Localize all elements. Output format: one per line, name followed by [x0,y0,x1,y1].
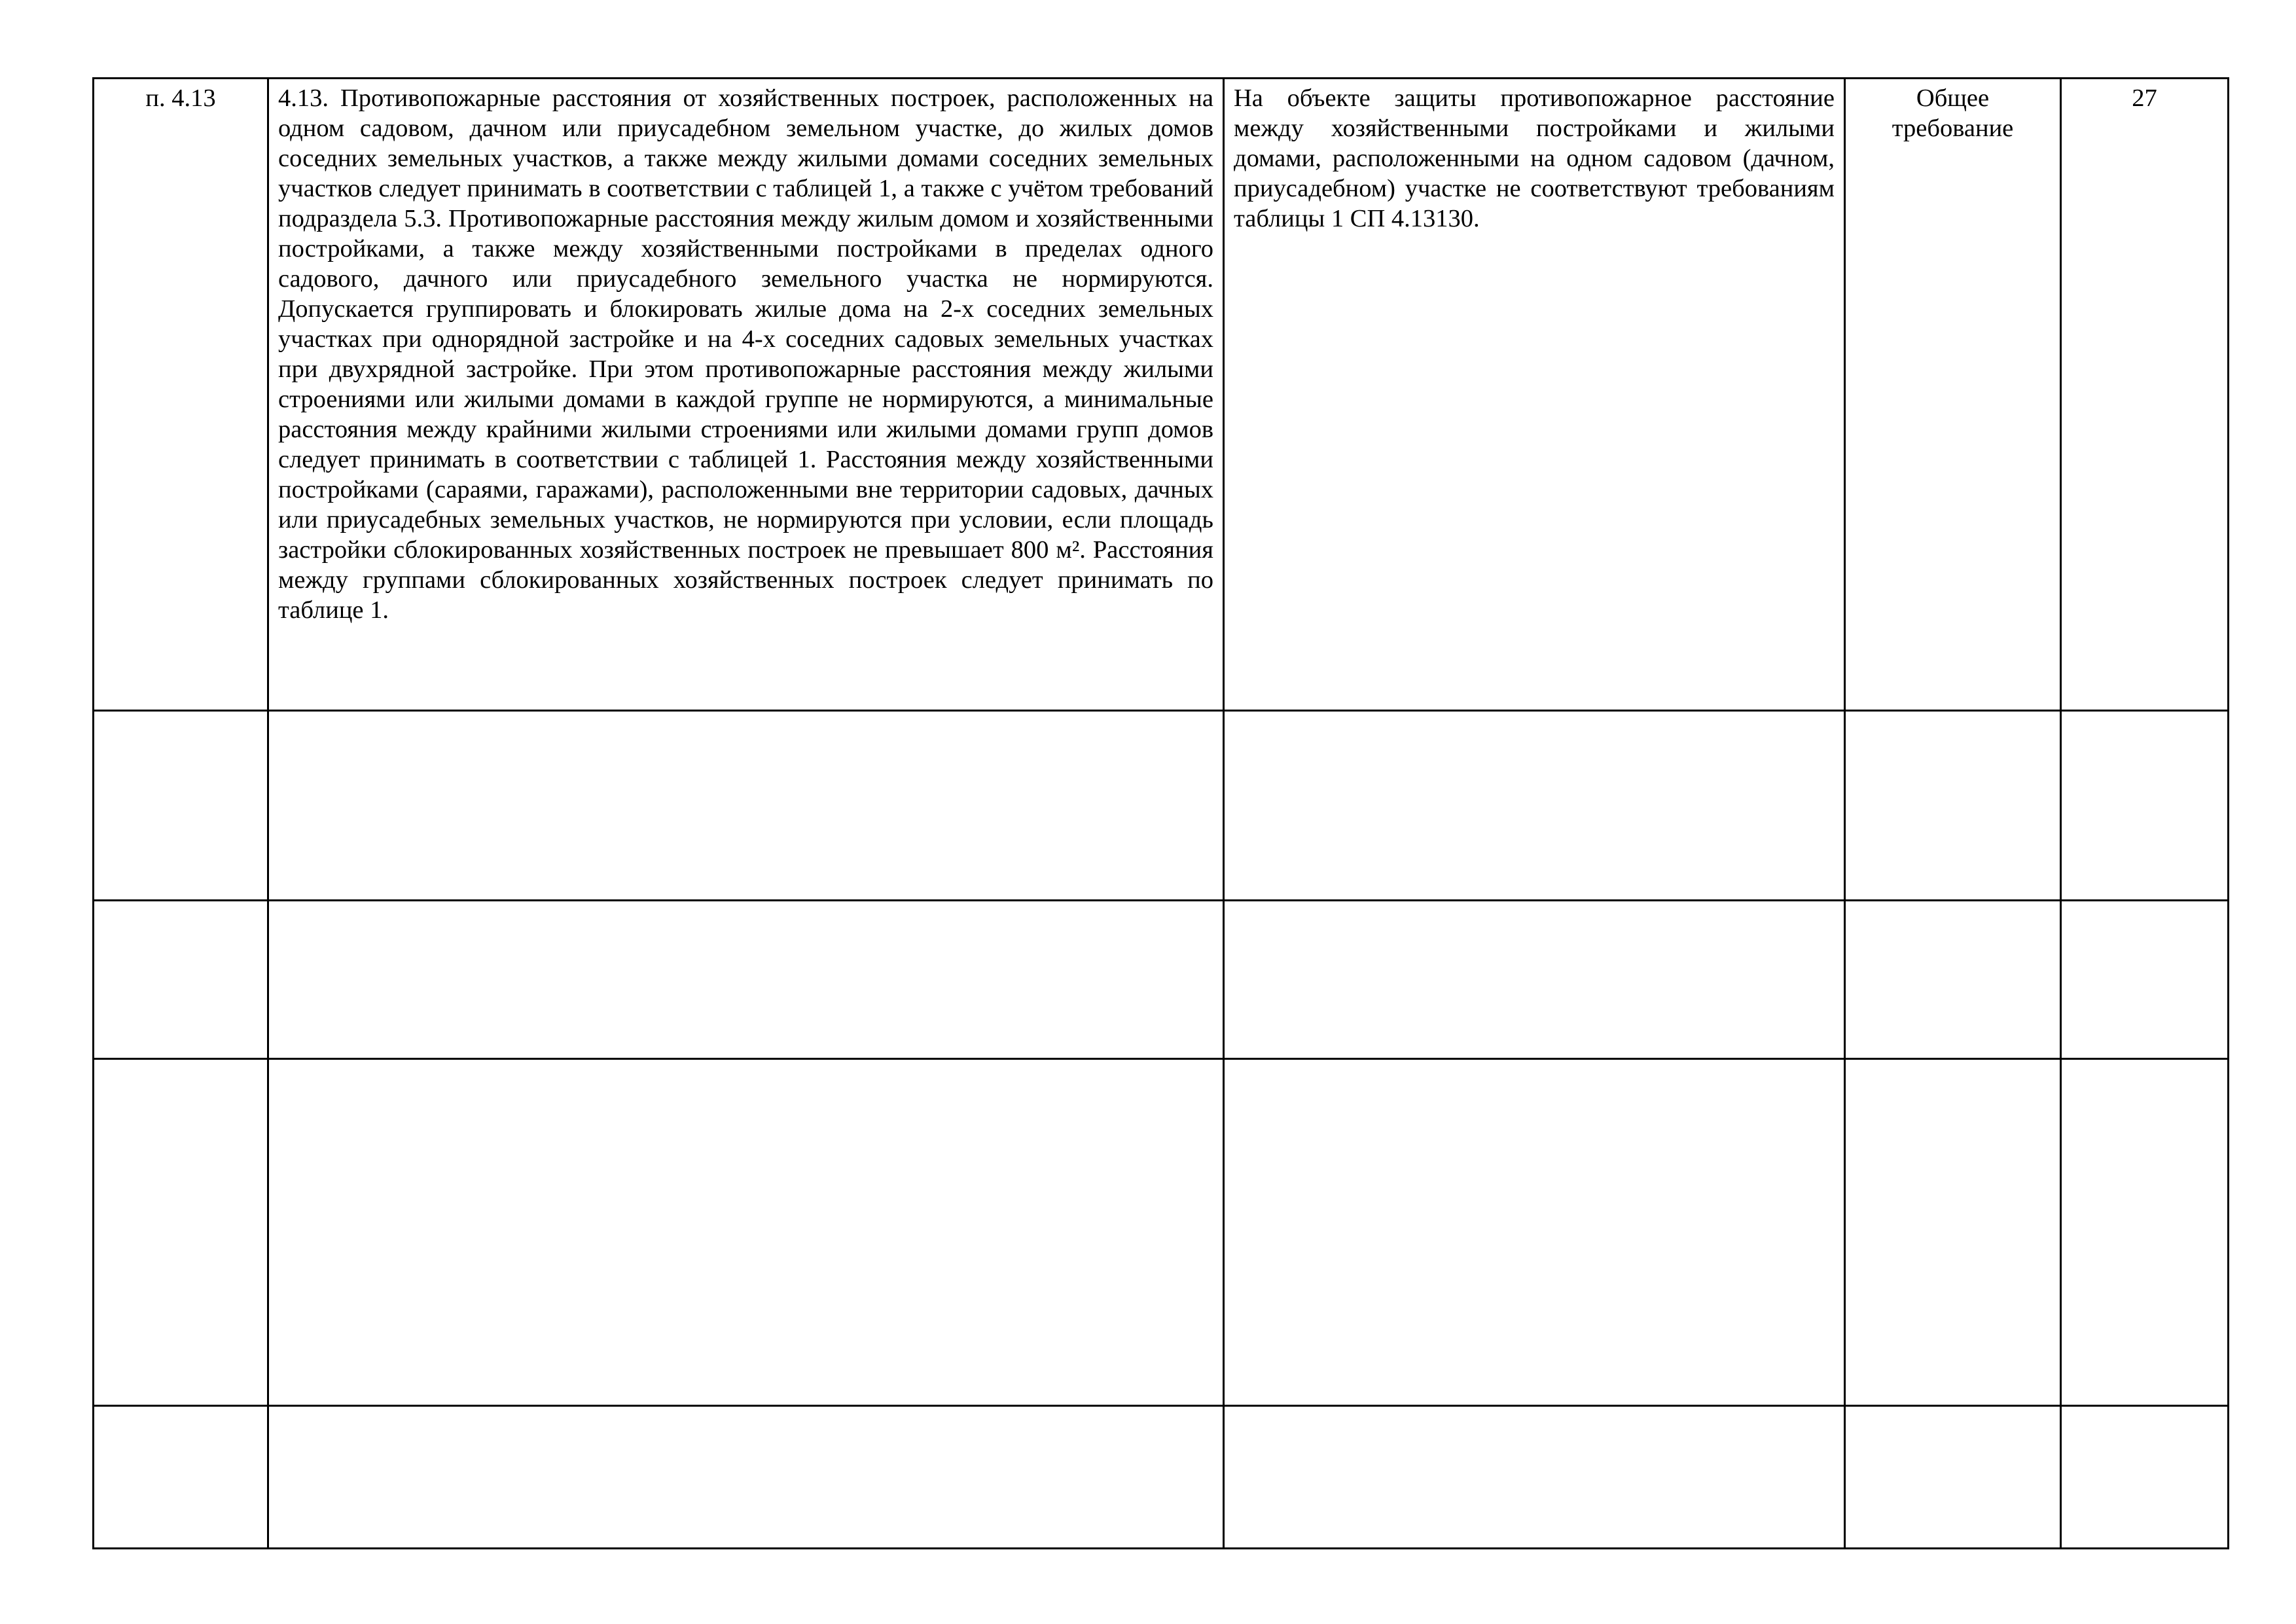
clause-ref-cell: п. 4.13 [94,79,268,711]
requirement-text-cell [268,901,1224,1059]
count-cell [2061,1406,2229,1549]
violation-text: На объекте защиты противопожарное расстояние между хозяйственными постройками и жилыми домами, расположенными на одном садовом (дачном, приусадебном) участке не соответствуют требованиям таблицы 1 СП 4.13130. [1234,84,1835,232]
clause-ref-cell [94,1059,268,1406]
category-cell [1845,1059,2061,1406]
violation-text-cell [1224,1059,1845,1406]
requirement-text-cell [268,711,1224,901]
requirement-text-cell [268,1059,1224,1406]
requirements-table [92,77,2229,1549]
clause-ref-cell [94,901,268,1059]
count-cell [2061,711,2229,901]
table-row [94,901,2229,1059]
count-cell [2061,901,2229,1059]
requirement-text: 4.13. Противопожарные расстояния от хозяйственных построек, расположенных на одном садовом, дачном или приусадебном земельном участке, до жилых домов соседних земельных участков, а также между жилыми домами соседних земельных участков следует принимать в соответствии с таблицей 1, а также с учётом требований подраздела 5.3. Противопожарные расстояния между жилым домом и хозяйственными постройками, а также между хозяйственными постройками в пределах одного садового, дачного или приусадебного земельного участка не нормируются. Допускается группировать и блокировать жилые дома на 2-х соседних земельных участках при однорядной застройке и на 4-х соседних садовых земельных участках при двухрядной застройке. При этом противопожарные расстояния между жилыми строениями или жилыми домами в каждой группе не нормируются, а минимальные расстояния между крайними жилыми строениями или жилыми домами групп домов следует принимать в соответствии с таблицей 1. Расстояния между хозяйственными постройками (сараями, гаражами), расположенными вне территории садовых, дачных или приусадебных земельных участков, не нормируются при условии, если площадь застройки сблокированных хозяйственных построек не превышает 800 м². Расстояния между группами сблокированных хозяйственных построек следует принимать по таблице 1. [278,84,1213,624]
category-cell: Общее требование [1845,79,2061,711]
violation-text-cell [1224,79,1845,711]
category-cell [1845,1406,2061,1549]
table-row [94,711,2229,901]
table-row [94,79,2229,711]
violation-text-cell [1224,711,1845,901]
requirement-text-cell [268,1406,1224,1549]
count-cell [2061,1059,2229,1406]
requirement-text-cell [268,79,1224,711]
violation-text-cell [1224,1406,1845,1549]
clause-ref-cell [94,1406,268,1549]
count-cell: 27 [2061,79,2229,711]
table-row [94,1059,2229,1406]
violation-text-cell [1224,901,1845,1059]
clause-ref-cell [94,711,268,901]
category-cell [1845,901,2061,1059]
table-row [94,1406,2229,1549]
category-cell [1845,711,2061,901]
